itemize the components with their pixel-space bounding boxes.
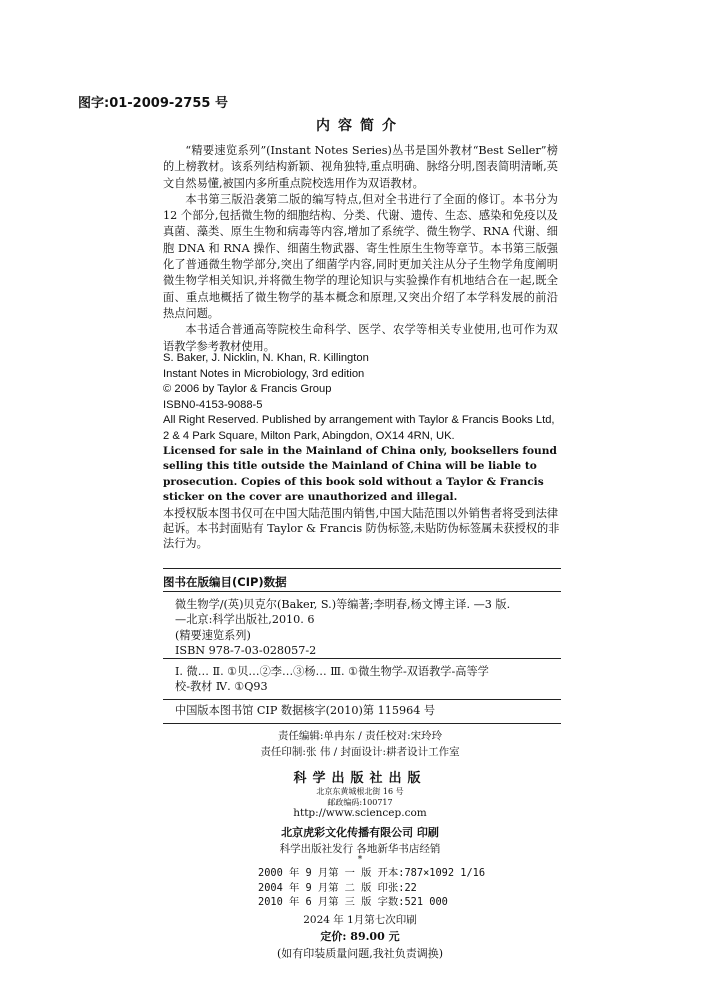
license-statement-cn: 本授权版本图书仅可在中国大陆范围内销售,中国大陆范围以外销售者将受到法律起诉。本书封面贴有 Taylor & Francis 防伪标签,未贴防伪标签属未获授权的非法行为。 bbox=[163, 506, 560, 551]
copyright-section bbox=[163, 351, 561, 552]
edition-line: 2000 年 9 月第 一 版 开本:787×1092 1/16 bbox=[258, 867, 486, 879]
intro-section bbox=[163, 143, 558, 355]
edition-line: 2010 年 6 月第 三 版 字数:521 000 bbox=[258, 896, 448, 909]
publisher-url: http://www.sciencep.com bbox=[293, 807, 427, 819]
license-statement: Licensed for sale in the Mainland of China only, booksellers found selling this title outside the Mainland of China will be liable to prosecution. Copies of this book sold without a Taylor & Francis sticker on the cover are unauthorized and illegal. bbox=[163, 445, 557, 504]
cip-verify: 中国版本图书馆 CIP 数据核字(2010)第 115964 号 bbox=[175, 704, 436, 717]
quality-notice: (如有印装质量问题,我社负责调换) bbox=[276, 947, 444, 960]
rights-statement: All Right Reserved. Published by arrangement with Taylor & Francis Books Ltd, 2 & 4 Park Square, Milton Park, Abingdon, OX14 4RN, UK. bbox=[163, 414, 555, 442]
cip-class-line: Ⅰ. 微… Ⅱ. ①贝…②李…③杨… Ⅲ. ①微生物学-双语教学-高等学 bbox=[175, 665, 489, 678]
original-isbn: ISBN0-4153-9088-5 bbox=[163, 398, 263, 411]
original-title: Instant Notes in Microbiology, 3rd edition bbox=[163, 367, 365, 380]
cip-line: (精要速览系列) bbox=[175, 628, 251, 642]
cip-heading: 图书在版编目(CIP)数据 bbox=[163, 575, 287, 589]
credits bbox=[0, 728, 720, 760]
intro-paragraph-1: “精要速览系列”(Instant Notes Series)丛书是国外教材“Best Seller”榜的上榜教材。该系列结构新颖、视角独特,重点明确、脉络分明,图表简明清晰,英文自然易懂,被国内多所重点院校选用作为双语教材。 bbox=[163, 144, 558, 190]
intro-paragraph-2: 本书第三版沿袭第二版的编写特点,但对全书进行了全面的修订。本书分为 12 个部分,包括微生物的细胞结构、分类、代谢、遗传、生态、感染和免疫以及真菌、藻类、原生生物和病毒等内容,增加了系统学、微生物学、RNA 代谢、细胞 DNA 和 RNA 操作、细菌生物武器、寄生性原生生物等章节。本书第三版强化了普通微生物学部分,突出了细菌学内容,同时更加关注从分子生物学角度阐明微生物学相关知识,并将微生物学的理论知识与实验操作有机地结合在一起,既全面、重点地概括了微生物学的基本概念和原理,又突出介绍了本学科发展的前沿热点问题。 bbox=[163, 192, 558, 320]
publisher-postcode: 邮政编码:100717 bbox=[327, 798, 393, 807]
cip-line: ISBN 978-7-03-028057-2 bbox=[175, 644, 317, 658]
separator-star: * bbox=[357, 855, 363, 865]
distribution: 科学出版社发行 各地新华书店经销 bbox=[279, 843, 441, 855]
divider-cip-3 bbox=[163, 699, 561, 700]
divider-bottom bbox=[163, 723, 561, 724]
registration-number: 图字:01-2009-2755 号 bbox=[78, 96, 228, 111]
publisher-name: 科学出版社出版 bbox=[293, 771, 427, 786]
authors: S. Baker, J. Nicklin, N. Khan, R. Killington bbox=[163, 352, 369, 364]
print-run: 2024 年 1月第七次印刷 bbox=[303, 914, 417, 926]
edition-line: 2004 年 9 月第 二 版 印张:22 bbox=[258, 881, 417, 894]
publisher-address: 北京东黄城根北街 16 号 bbox=[316, 787, 404, 796]
cip-record bbox=[175, 597, 565, 659]
printer-name: 北京虎彩文化传播有限公司 印刷 bbox=[281, 826, 439, 839]
cip-line: 微生物学/(英)贝克尔(Baker, S.)等编著;李明春,杨文博主译. —3 版. bbox=[175, 598, 511, 611]
copyright-line: © 2006 by Taylor & Francis Group bbox=[163, 383, 332, 395]
price: 定价: 89.00 元 bbox=[320, 930, 400, 943]
cip-classification bbox=[175, 664, 565, 695]
cip-class-line: 校-教材 Ⅳ. ①Q93 bbox=[175, 680, 268, 694]
page-title: 内容简介 bbox=[316, 118, 404, 134]
credits-editors: 责任编辑:单冉东 / 责任校对:宋玲玲 bbox=[277, 730, 443, 742]
credits-print: 责任印制:张 伟 / 封面设计:耕者设计工作室 bbox=[260, 746, 460, 758]
intro-paragraph-3: 本书适合普通高等院校生命科学、医学、农学等相关专业使用,也可作为双语教学参考教材使用。 bbox=[163, 323, 558, 353]
cip-line: —北京:科学出版社,2010. 6 bbox=[175, 613, 315, 627]
edition-info bbox=[258, 866, 485, 910]
divider-top bbox=[163, 568, 561, 569]
divider-cip-2 bbox=[163, 658, 561, 659]
divider-cip bbox=[163, 591, 561, 592]
